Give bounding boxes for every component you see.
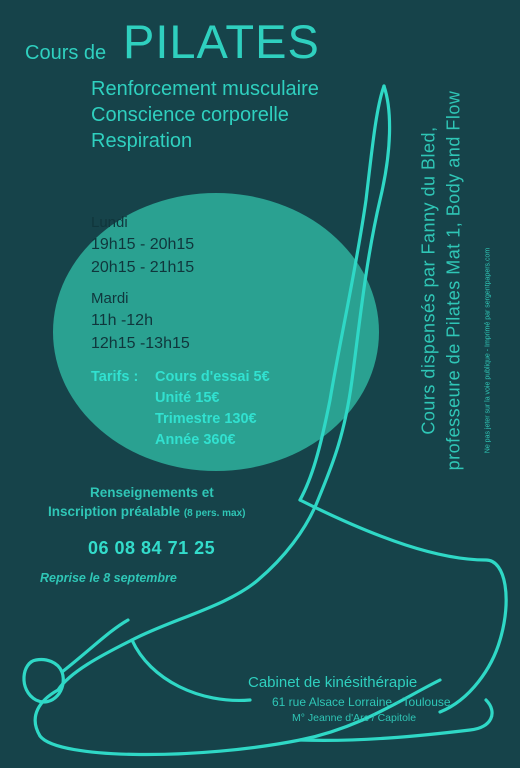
tarifs-label: Tarifs : xyxy=(91,369,139,385)
cabinet-name: Cabinet de kinésithérapie xyxy=(248,674,418,691)
title-prefix: Cours de xyxy=(25,42,107,64)
slot-lundi-2: 20h15 - 21h15 xyxy=(91,259,195,276)
teacher-credentials: professeure de Pilates Mat 1, Body and Flow xyxy=(443,90,464,471)
tarif-trimestre: Trimestre 130€ xyxy=(155,411,257,427)
day-mardi: Mardi xyxy=(91,290,129,307)
subtitle-conscience: Conscience corporelle xyxy=(91,104,289,126)
info-renseignements: Renseignements et xyxy=(90,485,214,500)
reprise-date: Reprise le 8 septembre xyxy=(40,571,177,585)
day-lundi: Lundi xyxy=(91,214,128,231)
subtitle-renforcement: Renforcement musculaire xyxy=(91,78,319,100)
info-inscription-text: Inscription préalable xyxy=(48,504,181,519)
title-main: PILATES xyxy=(123,15,320,68)
tarif-unite: Unité 15€ xyxy=(155,390,220,406)
slot-lundi-1: 19h15 - 20h15 xyxy=(91,236,195,253)
tarif-annee: Année 360€ xyxy=(155,432,236,448)
cabinet-metro: M° Jeanne d'Arc / Capitole xyxy=(292,712,417,724)
slot-mardi-2: 12h15 -13h15 xyxy=(91,335,190,352)
info-inscription xyxy=(48,504,246,519)
subtitle-respiration: Respiration xyxy=(91,130,193,152)
tarif-essai: Cours d'essai 5€ xyxy=(155,369,270,385)
phone-number[interactable]: 06 08 84 71 25 xyxy=(88,538,216,558)
footnote-print: Ne pas jeter sur la voie publique - Imprimé par sergentpapers.com xyxy=(484,247,492,454)
info-max-persons: (8 pers. max) xyxy=(183,508,246,519)
teacher-line: Cours dispensés par Fanny du Bled, xyxy=(418,126,439,435)
slot-mardi-1: 11h -12h xyxy=(91,312,153,329)
cabinet-address: 61 rue Alsace Lorraine - Toulouse xyxy=(272,695,451,709)
